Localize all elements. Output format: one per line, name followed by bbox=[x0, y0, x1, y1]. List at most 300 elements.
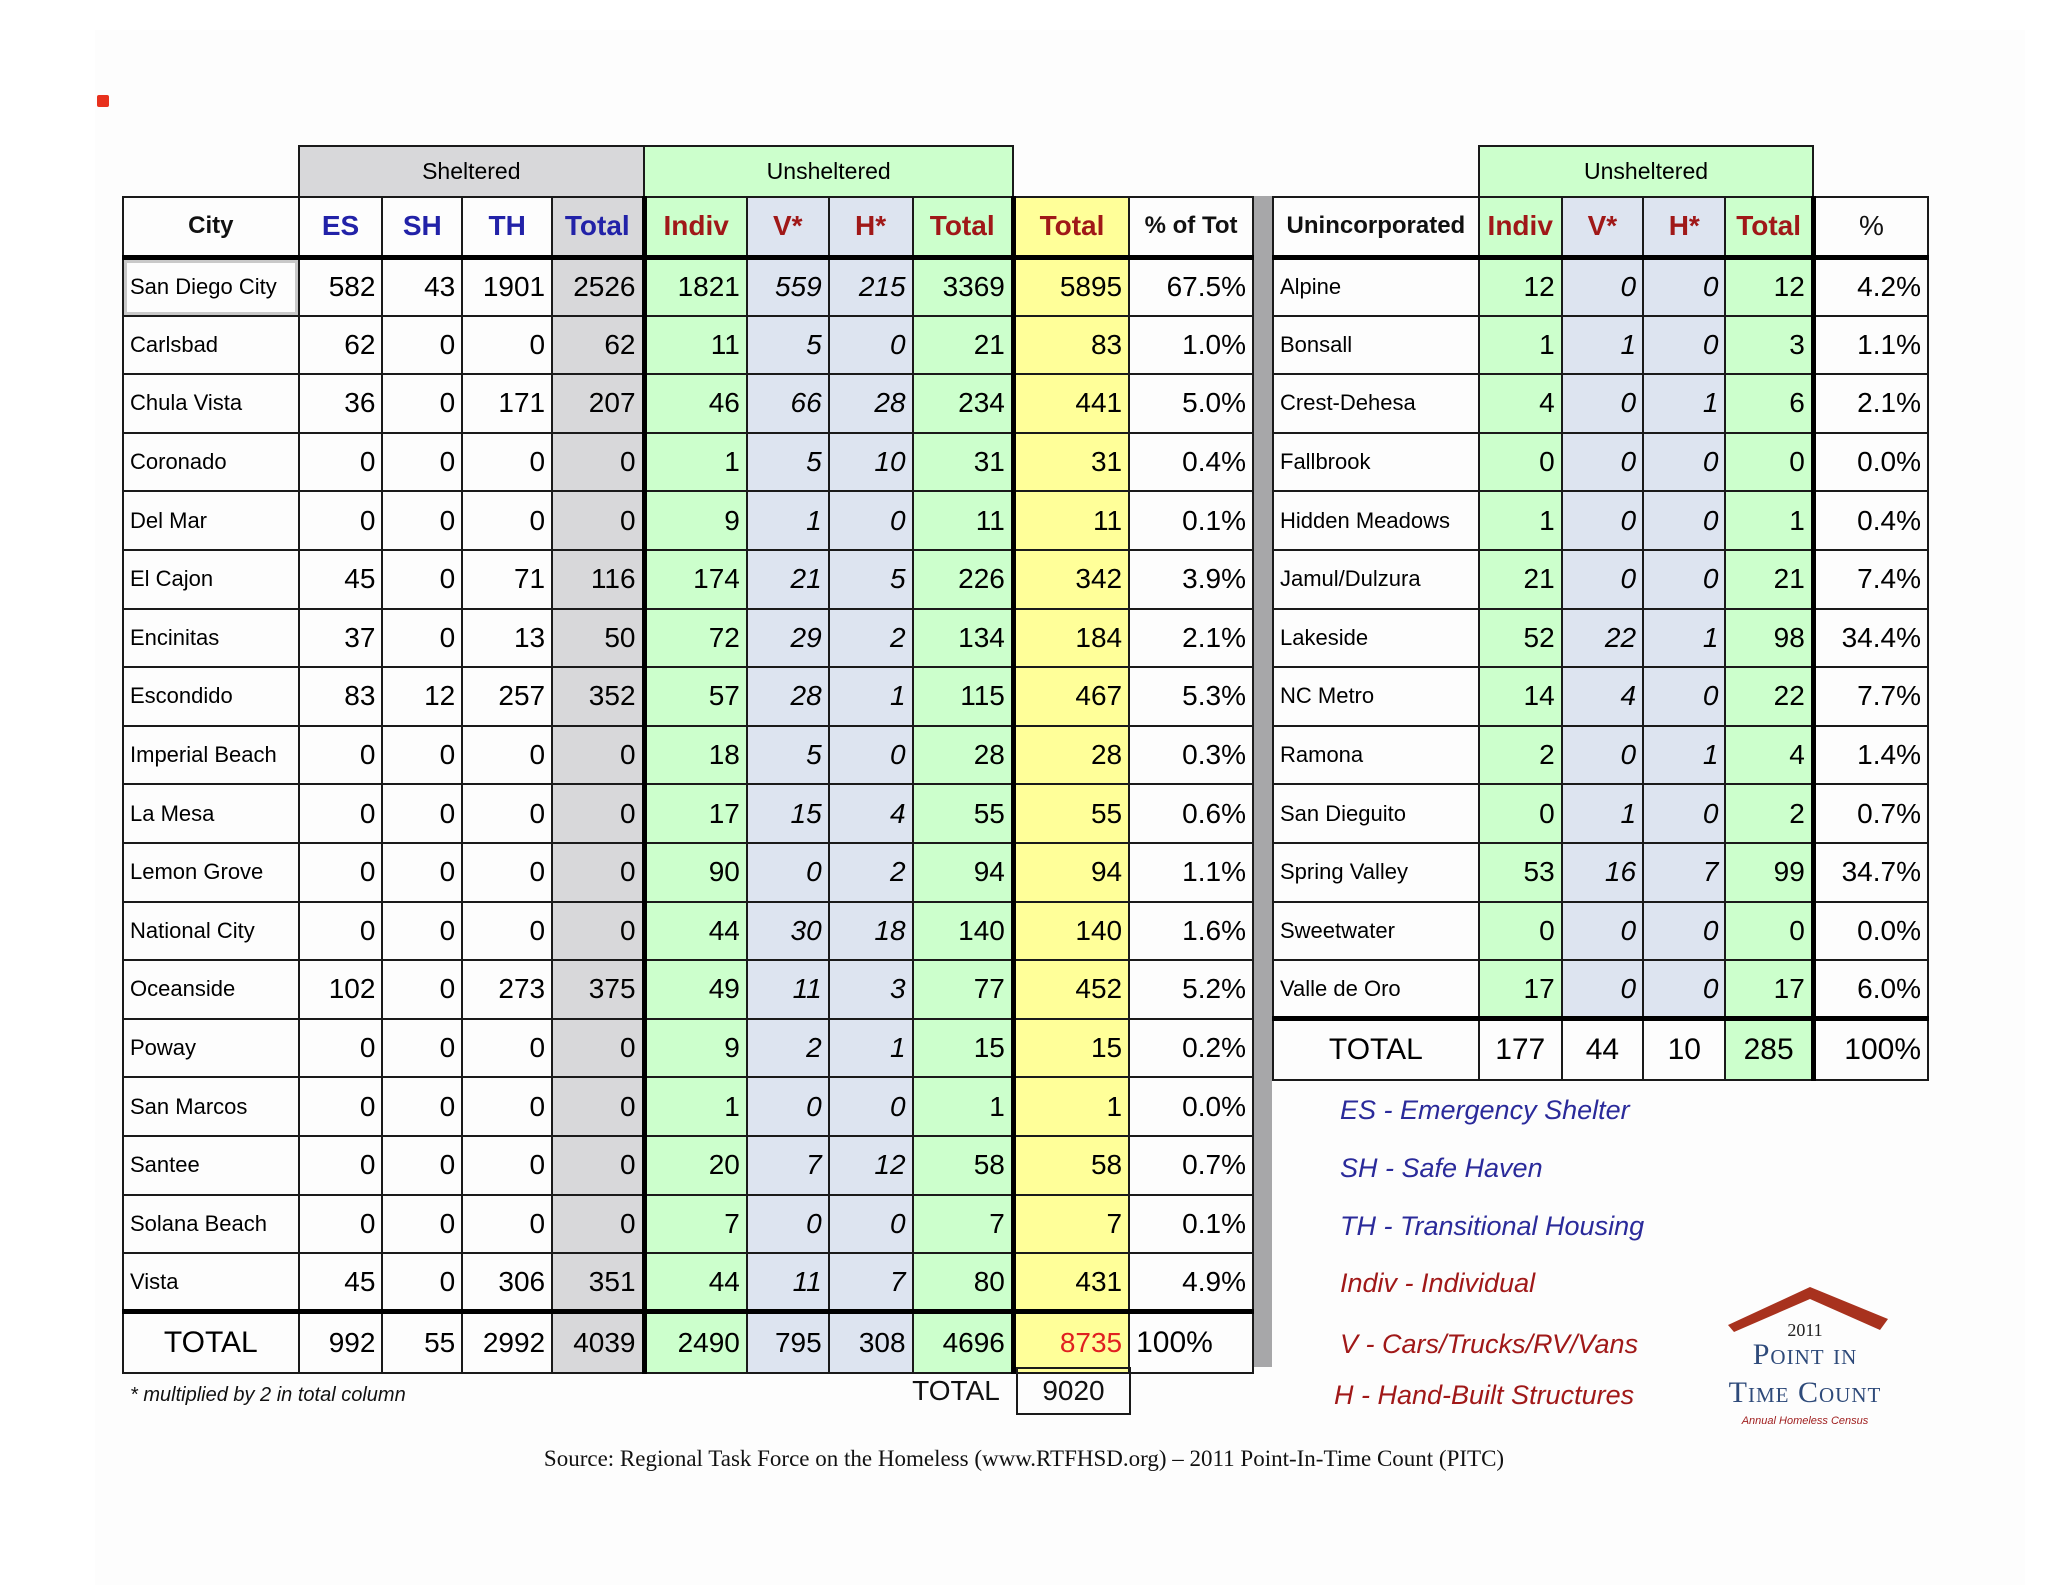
cell-sheltered-total: 0 bbox=[552, 1077, 644, 1136]
cell-r-h: 0 bbox=[1643, 550, 1725, 609]
cell-r-total: 99 bbox=[1725, 843, 1813, 902]
cell-sh: 0 bbox=[382, 609, 462, 668]
cell-es: 0 bbox=[299, 843, 383, 902]
col-h: H* bbox=[829, 197, 913, 257]
cell-pct: 0.0% bbox=[1129, 1077, 1253, 1136]
cell-r-indiv: 1 bbox=[1479, 491, 1562, 550]
area-name: Alpine bbox=[1273, 257, 1479, 316]
cell-r-v: 1 bbox=[1562, 784, 1643, 843]
logo-tagline: Annual Homeless Census bbox=[1741, 1415, 1869, 1427]
cell-es: 0 bbox=[299, 1077, 383, 1136]
area-name: Valle de Oro bbox=[1273, 960, 1479, 1019]
r-total-label: TOTAL bbox=[1273, 1019, 1479, 1080]
col-r-pct: % bbox=[1813, 197, 1928, 257]
city-name: Lemon Grove bbox=[123, 843, 299, 902]
cell-sh: 0 bbox=[382, 843, 462, 902]
cell-unsheltered-total: 234 bbox=[913, 374, 1014, 433]
point-in-time-count-logo bbox=[1710, 1285, 1900, 1435]
r-total-pct: 100% bbox=[1813, 1019, 1928, 1080]
cell-r-v: 1 bbox=[1562, 316, 1643, 375]
legend-item: ES - Emergency Shelter bbox=[1340, 1095, 1630, 1125]
cell-r-total: 0 bbox=[1725, 902, 1813, 961]
city-name: El Cajon bbox=[123, 550, 299, 609]
cell-sh: 0 bbox=[382, 1195, 462, 1254]
cell-r-pct: 0.7% bbox=[1813, 784, 1928, 843]
cell-sh: 0 bbox=[382, 902, 462, 961]
cell-r-total: 98 bbox=[1725, 609, 1813, 668]
col-unincorporated: Unincorporated bbox=[1273, 197, 1479, 257]
cell-es: 0 bbox=[299, 491, 383, 550]
cell-r-h: 0 bbox=[1643, 784, 1725, 843]
cell-indiv: 90 bbox=[644, 843, 747, 902]
table-row bbox=[1273, 316, 1928, 375]
cell-indiv: 46 bbox=[644, 374, 747, 433]
cell-h: 10 bbox=[829, 433, 913, 492]
city-name: Santee bbox=[123, 1136, 299, 1195]
cell-th: 257 bbox=[462, 667, 552, 726]
cell-es: 83 bbox=[299, 667, 383, 726]
cell-r-indiv: 1 bbox=[1479, 316, 1562, 375]
cell-h: 28 bbox=[829, 374, 913, 433]
table-row bbox=[1273, 667, 1928, 726]
area-name: Hidden Meadows bbox=[1273, 491, 1479, 550]
cell-r-v: 0 bbox=[1562, 960, 1643, 1019]
cell-r-pct: 34.7% bbox=[1813, 843, 1928, 902]
cell-sheltered-total: 0 bbox=[552, 491, 644, 550]
cell-h: 0 bbox=[829, 1077, 913, 1136]
cell-r-h: 0 bbox=[1643, 960, 1725, 1019]
r-total-h: 10 bbox=[1643, 1019, 1725, 1080]
cell-pct: 5.2% bbox=[1129, 960, 1253, 1019]
cell-h: 12 bbox=[829, 1136, 913, 1195]
cell-es: 0 bbox=[299, 726, 383, 785]
table-row bbox=[123, 1019, 1253, 1078]
cell-th: 71 bbox=[462, 550, 552, 609]
cell-r-h: 7 bbox=[1643, 843, 1725, 902]
cell-sheltered-total: 0 bbox=[552, 1019, 644, 1078]
cell-pct: 2.1% bbox=[1129, 609, 1253, 668]
cell-r-total: 1 bbox=[1725, 491, 1813, 550]
cell-sheltered-total: 62 bbox=[552, 316, 644, 375]
cell-total: 342 bbox=[1013, 550, 1129, 609]
area-name: Ramona bbox=[1273, 726, 1479, 785]
unsheltered-right-group-header: Unsheltered bbox=[1479, 146, 1814, 197]
table-divider bbox=[1254, 196, 1272, 1367]
col-total: Total bbox=[1013, 197, 1129, 257]
cell-r-total: 0 bbox=[1725, 433, 1813, 492]
cell-r-v: 0 bbox=[1562, 433, 1643, 492]
cell-r-total: 22 bbox=[1725, 667, 1813, 726]
col-r-v: V* bbox=[1562, 197, 1643, 257]
cell-v: 5 bbox=[747, 726, 829, 785]
area-name: Sweetwater bbox=[1273, 902, 1479, 961]
table-row bbox=[1273, 902, 1928, 961]
cell-r-h: 0 bbox=[1643, 316, 1725, 375]
cell-es: 0 bbox=[299, 1136, 383, 1195]
cell-sheltered-total: 0 bbox=[552, 902, 644, 961]
cell-unsheltered-total: 58 bbox=[913, 1136, 1014, 1195]
table-row bbox=[1273, 784, 1928, 843]
table-row bbox=[1273, 843, 1928, 902]
cell-indiv: 44 bbox=[644, 902, 747, 961]
cell-r-h: 0 bbox=[1643, 902, 1725, 961]
area-name: Lakeside bbox=[1273, 609, 1479, 668]
cell-sheltered-total: 50 bbox=[552, 609, 644, 668]
cell-r-pct: 0.4% bbox=[1813, 491, 1928, 550]
cell-es: 36 bbox=[299, 374, 383, 433]
city-name: Vista bbox=[123, 1253, 299, 1312]
cell-indiv: 72 bbox=[644, 609, 747, 668]
grand-total-value: 9020 bbox=[1016, 1367, 1131, 1415]
cell-unsheltered-total: 77 bbox=[913, 960, 1014, 1019]
col-r-total: Total bbox=[1725, 197, 1813, 257]
cell-total: 140 bbox=[1013, 902, 1129, 961]
cell-es: 0 bbox=[299, 784, 383, 843]
cell-es: 102 bbox=[299, 960, 383, 1019]
total-es: 992 bbox=[299, 1312, 383, 1373]
total-total: 8735 bbox=[1013, 1312, 1129, 1373]
cell-sheltered-total: 0 bbox=[552, 433, 644, 492]
total-label: TOTAL bbox=[123, 1312, 299, 1373]
cell-sheltered-total: 0 bbox=[552, 1195, 644, 1254]
cell-r-pct: 0.0% bbox=[1813, 902, 1928, 961]
table-row bbox=[123, 550, 1253, 609]
cell-pct: 0.2% bbox=[1129, 1019, 1253, 1078]
cell-indiv: 57 bbox=[644, 667, 747, 726]
table-row bbox=[1273, 491, 1928, 550]
col-sheltered-total: Total bbox=[552, 197, 644, 257]
cell-r-pct: 1.4% bbox=[1813, 726, 1928, 785]
cell-pct: 0.1% bbox=[1129, 491, 1253, 550]
cell-v: 28 bbox=[747, 667, 829, 726]
cell-indiv: 1 bbox=[644, 433, 747, 492]
table-row bbox=[1273, 726, 1928, 785]
cell-v: 5 bbox=[747, 316, 829, 375]
table-row bbox=[123, 316, 1253, 375]
r-total-indiv: 177 bbox=[1479, 1019, 1562, 1080]
cell-sheltered-total: 0 bbox=[552, 784, 644, 843]
cell-indiv: 7 bbox=[644, 1195, 747, 1254]
cell-sh: 0 bbox=[382, 374, 462, 433]
cell-r-pct: 6.0% bbox=[1813, 960, 1928, 1019]
cell-sheltered-total: 207 bbox=[552, 374, 644, 433]
city-name: San Marcos bbox=[123, 1077, 299, 1136]
cell-h: 1 bbox=[829, 1019, 913, 1078]
cell-pct: 3.9% bbox=[1129, 550, 1253, 609]
total-sheltered: 4039 bbox=[552, 1312, 644, 1373]
city-name: San Diego City bbox=[123, 257, 299, 316]
cell-pct: 0.4% bbox=[1129, 433, 1253, 492]
table-row bbox=[1273, 433, 1928, 492]
col-city: City bbox=[123, 197, 299, 257]
cell-r-indiv: 0 bbox=[1479, 433, 1562, 492]
cell-r-pct: 2.1% bbox=[1813, 374, 1928, 433]
cell-es: 0 bbox=[299, 1019, 383, 1078]
city-name: Coronado bbox=[123, 433, 299, 492]
cell-total: 1 bbox=[1013, 1077, 1129, 1136]
cell-r-total: 4 bbox=[1725, 726, 1813, 785]
sheltered-group-header: Sheltered bbox=[299, 146, 644, 197]
table-row bbox=[123, 1077, 1253, 1136]
cell-v: 11 bbox=[747, 960, 829, 1019]
cell-r-pct: 0.0% bbox=[1813, 433, 1928, 492]
cell-es: 0 bbox=[299, 902, 383, 961]
cell-th: 0 bbox=[462, 1077, 552, 1136]
cell-r-v: 4 bbox=[1562, 667, 1643, 726]
city-name: La Mesa bbox=[123, 784, 299, 843]
cell-pct: 1.1% bbox=[1129, 843, 1253, 902]
table-row bbox=[123, 902, 1253, 961]
cell-r-indiv: 17 bbox=[1479, 960, 1562, 1019]
cell-unsheltered-total: 21 bbox=[913, 316, 1014, 375]
col-sh: SH bbox=[382, 197, 462, 257]
legend-item: V - Cars/Trucks/RV/Vans bbox=[1340, 1329, 1639, 1359]
cell-indiv: 1821 bbox=[644, 257, 747, 316]
cell-unsheltered-total: 7 bbox=[913, 1195, 1014, 1254]
total-h: 308 bbox=[829, 1312, 913, 1373]
cell-r-total: 12 bbox=[1725, 257, 1813, 316]
area-name: Crest-Dehesa bbox=[1273, 374, 1479, 433]
cell-th: 0 bbox=[462, 1195, 552, 1254]
cell-sheltered-total: 0 bbox=[552, 726, 644, 785]
cell-es: 45 bbox=[299, 1253, 383, 1312]
cell-sh: 0 bbox=[382, 1077, 462, 1136]
cell-v: 1 bbox=[747, 491, 829, 550]
total-row bbox=[1273, 1019, 1928, 1080]
col-r-h: H* bbox=[1643, 197, 1725, 257]
table-row bbox=[1273, 257, 1928, 316]
cell-r-pct: 34.4% bbox=[1813, 609, 1928, 668]
cell-unsheltered-total: 3369 bbox=[913, 257, 1014, 316]
cell-h: 0 bbox=[829, 726, 913, 785]
cell-indiv: 44 bbox=[644, 1253, 747, 1312]
table-row bbox=[123, 491, 1253, 550]
cell-r-indiv: 14 bbox=[1479, 667, 1562, 726]
unsheltered-group-header: Unsheltered bbox=[644, 146, 1013, 197]
cell-total: 15 bbox=[1013, 1019, 1129, 1078]
cell-unsheltered-total: 80 bbox=[913, 1253, 1014, 1312]
cell-th: 0 bbox=[462, 316, 552, 375]
cell-unsheltered-total: 226 bbox=[913, 550, 1014, 609]
cell-v: 29 bbox=[747, 609, 829, 668]
cell-r-h: 0 bbox=[1643, 257, 1725, 316]
cell-total: 11 bbox=[1013, 491, 1129, 550]
cell-r-indiv: 12 bbox=[1479, 257, 1562, 316]
cell-indiv: 174 bbox=[644, 550, 747, 609]
city-table bbox=[122, 145, 1254, 1374]
table-row bbox=[123, 784, 1253, 843]
cell-th: 0 bbox=[462, 433, 552, 492]
cell-h: 4 bbox=[829, 784, 913, 843]
total-indiv: 2490 bbox=[644, 1312, 747, 1373]
cell-sheltered-total: 375 bbox=[552, 960, 644, 1019]
cell-v: 2 bbox=[747, 1019, 829, 1078]
cell-r-indiv: 53 bbox=[1479, 843, 1562, 902]
cell-es: 0 bbox=[299, 1195, 383, 1254]
cell-indiv: 11 bbox=[644, 316, 747, 375]
cell-r-total: 6 bbox=[1725, 374, 1813, 433]
cell-unsheltered-total: 134 bbox=[913, 609, 1014, 668]
city-name: Chula Vista bbox=[123, 374, 299, 433]
col-es: ES bbox=[299, 197, 383, 257]
city-name: Imperial Beach bbox=[123, 726, 299, 785]
cell-th: 0 bbox=[462, 1136, 552, 1195]
cell-r-v: 0 bbox=[1562, 726, 1643, 785]
city-name: Oceanside bbox=[123, 960, 299, 1019]
city-name: Encinitas bbox=[123, 609, 299, 668]
cell-r-indiv: 0 bbox=[1479, 902, 1562, 961]
cell-th: 0 bbox=[462, 784, 552, 843]
cell-h: 5 bbox=[829, 550, 913, 609]
cell-r-indiv: 2 bbox=[1479, 726, 1562, 785]
cell-h: 2 bbox=[829, 609, 913, 668]
table-row bbox=[123, 1195, 1253, 1254]
cell-h: 0 bbox=[829, 491, 913, 550]
cell-th: 0 bbox=[462, 843, 552, 902]
cell-indiv: 20 bbox=[644, 1136, 747, 1195]
city-name: Escondido bbox=[123, 667, 299, 726]
total-v: 795 bbox=[747, 1312, 829, 1373]
cell-total: 31 bbox=[1013, 433, 1129, 492]
city-name: Carlsbad bbox=[123, 316, 299, 375]
legend-item: SH - Safe Haven bbox=[1340, 1153, 1543, 1183]
cell-unsheltered-total: 115 bbox=[913, 667, 1014, 726]
cell-sheltered-total: 352 bbox=[552, 667, 644, 726]
table-row bbox=[123, 843, 1253, 902]
table-row bbox=[1273, 609, 1928, 668]
table-row bbox=[123, 609, 1253, 668]
table-row bbox=[1273, 550, 1928, 609]
table-row bbox=[123, 1253, 1253, 1312]
cell-unsheltered-total: 94 bbox=[913, 843, 1014, 902]
cell-r-pct: 1.1% bbox=[1813, 316, 1928, 375]
source-citation: Source: Regional Task Force on the Homeless (www.RTFHSD.org) – 2011 Point-In-Time Count (PITC) bbox=[543, 1446, 1505, 1471]
cell-sh: 0 bbox=[382, 550, 462, 609]
cell-v: 0 bbox=[747, 843, 829, 902]
cell-r-v: 0 bbox=[1562, 491, 1643, 550]
cell-h: 0 bbox=[829, 316, 913, 375]
cell-h: 0 bbox=[829, 1195, 913, 1254]
cell-v: 11 bbox=[747, 1253, 829, 1312]
cell-v: 0 bbox=[747, 1195, 829, 1254]
cell-th: 273 bbox=[462, 960, 552, 1019]
cell-pct: 5.0% bbox=[1129, 374, 1253, 433]
cell-r-v: 22 bbox=[1562, 609, 1643, 668]
cell-total: 7 bbox=[1013, 1195, 1129, 1254]
cell-v: 0 bbox=[747, 1077, 829, 1136]
logo-year: 2011 bbox=[1787, 1320, 1823, 1340]
cell-unsheltered-total: 31 bbox=[913, 433, 1014, 492]
table-row bbox=[123, 667, 1253, 726]
cell-total: 94 bbox=[1013, 843, 1129, 902]
cell-total: 441 bbox=[1013, 374, 1129, 433]
cell-sh: 43 bbox=[382, 257, 462, 316]
col-indiv: Indiv bbox=[644, 197, 747, 257]
cell-r-h: 0 bbox=[1643, 491, 1725, 550]
cell-indiv: 18 bbox=[644, 726, 747, 785]
col-unsheltered-total: Total bbox=[913, 197, 1014, 257]
cell-total: 452 bbox=[1013, 960, 1129, 1019]
city-name: Poway bbox=[123, 1019, 299, 1078]
cell-th: 171 bbox=[462, 374, 552, 433]
cell-th: 13 bbox=[462, 609, 552, 668]
cell-unsheltered-total: 55 bbox=[913, 784, 1014, 843]
table-row bbox=[1273, 960, 1928, 1019]
cell-th: 0 bbox=[462, 902, 552, 961]
cell-unsheltered-total: 1 bbox=[913, 1077, 1014, 1136]
cell-sh: 0 bbox=[382, 784, 462, 843]
col-pct: % of Tot bbox=[1129, 197, 1253, 257]
cell-h: 18 bbox=[829, 902, 913, 961]
bullet-marker bbox=[97, 95, 109, 107]
cell-total: 58 bbox=[1013, 1136, 1129, 1195]
cell-es: 45 bbox=[299, 550, 383, 609]
cell-r-v: 0 bbox=[1562, 550, 1643, 609]
cell-sh: 0 bbox=[382, 726, 462, 785]
cell-es: 0 bbox=[299, 433, 383, 492]
table-row bbox=[123, 726, 1253, 785]
cell-r-pct: 7.7% bbox=[1813, 667, 1928, 726]
logo-line2: Time Count bbox=[1728, 1376, 1882, 1409]
cell-r-h: 1 bbox=[1643, 609, 1725, 668]
legend-item: H - Hand-Built Structures bbox=[1334, 1380, 1635, 1410]
cell-sh: 0 bbox=[382, 491, 462, 550]
footnote: * multiplied by 2 in total column bbox=[130, 1384, 406, 1406]
cell-pct: 0.7% bbox=[1129, 1136, 1253, 1195]
table-row bbox=[123, 433, 1253, 492]
table-row bbox=[123, 257, 1253, 316]
cell-h: 3 bbox=[829, 960, 913, 1019]
total-unsheltered: 4696 bbox=[913, 1312, 1014, 1373]
cell-r-h: 0 bbox=[1643, 667, 1725, 726]
total-row bbox=[123, 1312, 1253, 1373]
col-r-indiv: Indiv bbox=[1479, 197, 1562, 257]
cell-v: 559 bbox=[747, 257, 829, 316]
cell-v: 7 bbox=[747, 1136, 829, 1195]
cell-r-indiv: 0 bbox=[1479, 784, 1562, 843]
area-name: Jamul/Dulzura bbox=[1273, 550, 1479, 609]
cell-r-h: 0 bbox=[1643, 433, 1725, 492]
cell-r-pct: 4.2% bbox=[1813, 257, 1928, 316]
cell-th: 306 bbox=[462, 1253, 552, 1312]
legend-item: TH - Transitional Housing bbox=[1340, 1211, 1645, 1241]
cell-h: 7 bbox=[829, 1253, 913, 1312]
cell-indiv: 1 bbox=[644, 1077, 747, 1136]
legend-item: Indiv - Individual bbox=[1340, 1268, 1536, 1298]
area-name: Fallbrook bbox=[1273, 433, 1479, 492]
cell-h: 215 bbox=[829, 257, 913, 316]
total-pct: 100% bbox=[1129, 1312, 1253, 1373]
table-row bbox=[123, 1136, 1253, 1195]
cell-total: 184 bbox=[1013, 609, 1129, 668]
total-th: 2992 bbox=[462, 1312, 552, 1373]
cell-sheltered-total: 2526 bbox=[552, 257, 644, 316]
city-name: Del Mar bbox=[123, 491, 299, 550]
cell-unsheltered-total: 140 bbox=[913, 902, 1014, 961]
cell-sh: 0 bbox=[382, 960, 462, 1019]
cell-r-total: 2 bbox=[1725, 784, 1813, 843]
cell-r-v: 0 bbox=[1562, 374, 1643, 433]
cell-r-indiv: 52 bbox=[1479, 609, 1562, 668]
area-name: Bonsall bbox=[1273, 316, 1479, 375]
cell-pct: 1.6% bbox=[1129, 902, 1253, 961]
cell-es: 62 bbox=[299, 316, 383, 375]
cell-sh: 0 bbox=[382, 1253, 462, 1312]
cell-r-h: 1 bbox=[1643, 374, 1725, 433]
cell-indiv: 9 bbox=[644, 1019, 747, 1078]
cell-v: 5 bbox=[747, 433, 829, 492]
cell-th: 0 bbox=[462, 491, 552, 550]
